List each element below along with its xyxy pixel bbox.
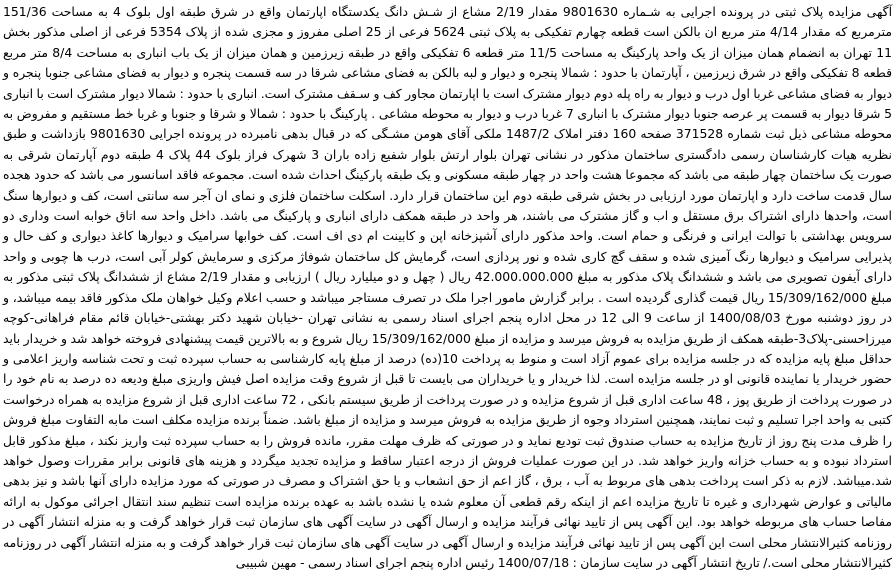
auction-notice-text: آگهی مزایده پلاک ثبتی در پرونده اجرایی به شـماره 9801630 مقدار 2/19 مشاع از شـش دانگ یکدستگاه اپارتمان واقع در شرق طبقه اول بلوک 4 به مساحت 151/36 مترمربع که مقدار 4/14 متر مربع ان بالکن است قطعه چهارم تفکیکی به پلاک ثبتی 5624 فرعی از 25 اصلی مفروز و مجزی شده از پلاک 5354 فرعی از اصلی مذکور بخش 11 تهران به انضمام همان میزان از یک واحد پارکینگ به مساحت 11/5 متر قطعه 6 تفکیکی واقع در طبقه زیرزمین و همان میزان از یک باب انباری به مساحت 8/4 متر مربع قطعه 8 تفکیکی واقع در شرق زیرزمین ، آپارتمان با حدود : شمالا پنجره و دیوار و لبه بالکن به فضای مشاعی شرقا در سه قسمت پنجره و دیوار به فضای مشاعی جنوبا پنجره و دیوار به فضای مشاعی غربا اول درب و دیوار به راه پله دوم دیوار مشترک است با اپارتمان مجاور کف و سـقف مشترک است. انباری با حدود : شمالا دیوار مشترک است با انباری 5 شرقا دیوار به قسمت پر عرصه جنوبا دیوار مشترک با انباری 7 غربا درب و دیوار به محوطه مشاعی . پارکینگ با حدود : شمالا و شرقا و جنوبا و غربا خط مستقیم و مفروض به محوطه مشاعی ذیل ثبت شماره 371528 صفحه 160 دفتر املاک 1487/2 ملکی آقای هومن مشـگی که در قبال بدهی نامبرده در پرونده اجرایی 9801630 بازداشت و طبق نظریه هیات کارشناسان رسمی دادگستری ساختمان مذکور در نشانی تهران بلوار ارتش بلوار شفیع زاده باران 3 شهرک فراز بلوک 44 پلاک 4 طبقه دوم آپارتمان شرقی به صورت یک ساختمان چهار طبقه می باشد که مجموعا هشت واحد در چهار طبقه مسکونی و یک طبقه پارکینگ احداث شده است. مجموعه فاقد اسانسور می باشد که حدود هجده سال قدمت ساخت دارد و اپارتمان مورد ارزیابی در بخش شرقی طبقه دوم این ساختمان قرار دارد. اسکلت ساختمان فلزی و نمای ان آجر سه سانتی است، کف و دیوارها سنگ است، واحدها دارای اشتراک برق مستقل و اب و گاز مشترک می باشند، هر واحد در طبقه همکف دارای انباری و پارکینگ می باشد. داخل واحد سه اتاق خوابه است وداری دو سرویس بهداشتی با توالت ایرانی و فرنگی و حمام است. واحد مذکور دارای آشپزخانه اپن و کابینت ام دی اف است. کف خوابها سرامیک و دیوارها کاغذ دیواری و کف حال و پذیرایی سرامیک و دیوارها رنگ آمیزی شده و سقف گچ کاری شده و نور پردازی است، گرمایش کل ساختمان شوفاژ مرکزی و سرمایش کولر آبی است، درب ها چوبی و واحد دارای آیفون تصویری می باشد و ششدانگ پلاک مذکور به مبلغ 42.000.000.000 ریال ( چهل و دو میلیارد ریال ) ارزیابی و مقدار 2/19 مشاع از ششدانگ پلاک ثبتی مذکور به مبلغ 15/309/162/000 ریال قیمت گذاری گردیده است . برابر گزارش مامور اجرا ملک در تصرف مستاجر میباشد و حسب اعلام وکیل خواهان ملک مذکور فاقد بیمه میباشد، و در روز دوشنبه مورخ 1400/08/03 از ساعت 9 الی 12 در محل اداره پنجم اجرای اسناد رسمی به نشانی تهران -خیابان شهید دکتر بهشتی-خیابان قائم مقام فراهانی-کوچه میرزاحسنی-پلاک3-طبقه همکف از طریق مزایده به فروش میرسد و مزایده از مبلغ 15/309/162/000 ریال شروع و به بالاترین قیمت پیشنهادی فروخته خواهد شد و خریدار باید حداقل مبلغ پایه مزایده که در جلسه مزایده برای عموم آزاد است و منوط به پرداخت 10(ده) درصد از مبلغ پایه کارشناسی به حساب سپرده ثبت و تحت شناسه واریز اعلامی و حضور خریدار یا نماینده قانونی او در جلسه مزایده است. لذا خریدار و یا خریداران می بایست تا قبل از شروع وقت مزایده اصل فیش واریزی مبلغ ودیعه ده درصد به نام خود را در صورت پرداخت از طریق پوز ، 48 ساعت اداری قبل از شروع مزایده و در صورت پرداخت از طریق سیستم بانکی ، 72 ساعت اداری قبل از شروع مزایده به همراه درخواست کتبی به واحد اجرا تسلیم و ثبت نمایند، همچنین استرداد وجوه از طریق مزایده به فروش میرسد و مزایده از مبلغ باشد. ضمناً برنده مزایده مکلف است مابه التفاوت مبلغ فروش را ظرف مدت پنج روز از تاریخ مزایده به حساب صندوق ثبت تودیع نماید و در صورتی که ظرف مهلت مقرر، مانده فروش را به حساب سپرده ثبت واریز نکند ، مبلغ مذکور قابل استرداد نبوده و به حساب خزانه واریز خواهد شد. در این صورت عملیات فروش از درجه اعتبار ساقط و مزایده تجدید میگردد و هزینه های قانونی برابر مقررات وصول خواهد شد.میباشد. لازم به ذکر است پرداخت بدهی های مربوط به آب ، برق ، گاز اعم از حق انشعاب و یا حق اشتراک و مصرف در صورتی که مورد مزایده دارای آنها باشد و نیز بدهی مالیاتی و عوارض شهرداری و غیره تا تاریخ مزایده اعم از اینکه رقم قطعی آن معلوم شده یا نشده باشد به عهده برنده مزایده است تنظیم سند انتقال اجرائی موکول به ارائه مفاصا حساب های مربوطه خواهد بود. این آگهی پس از تایید نهائی فرآیند مزایده و ارسال آگهی در سایت آگهی های سازمان ثبت قرار خواهد گرفت و به منزله انتشار آگهی در روزنامه کثیرالانتشار محلی است این آگهی پس از تایید نهائی فرآیند مزایده و ارسال آگهی در سایت آگهی های سازمان ثبت قرار خواهد گرفت و به منزله انتشار آگهی در روزنامه کثیرالانتشار محلی است./ تاریخ انتشار آگهی در سایت سازمان : 1400/07/18 رئیس اداره پنجم اجرای اسناد رسمی - مهین شبیبی [3,4,893,570]
notice-document [3,0,893,570]
